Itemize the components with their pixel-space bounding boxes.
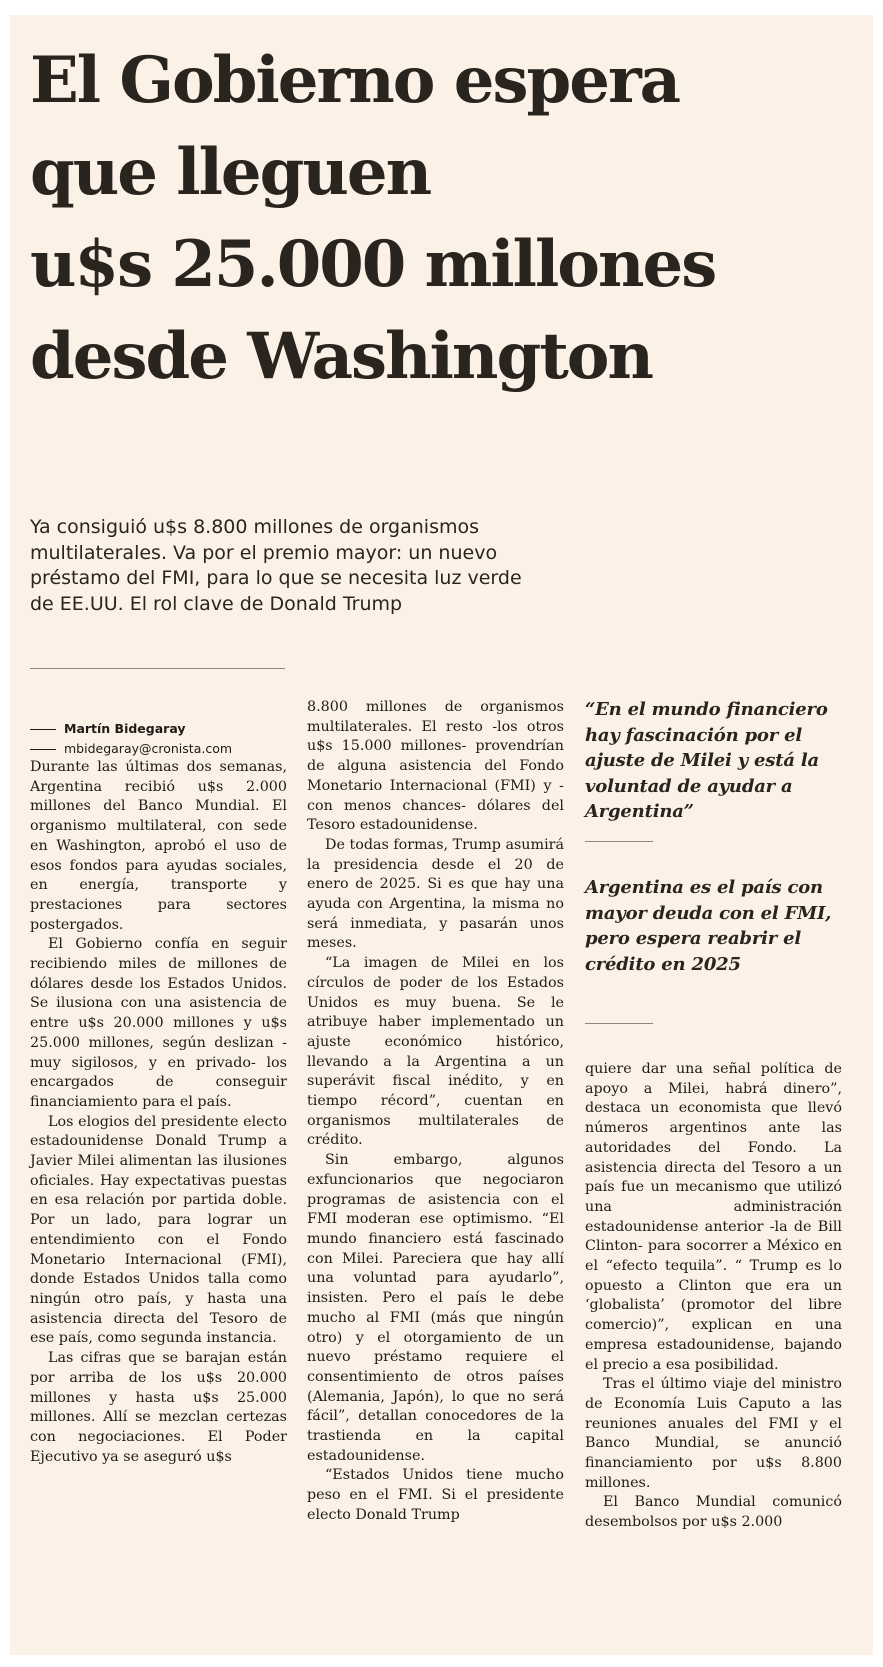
paragraph: Sin embargo, algunos exfuncionarios que negociaron programas de asistencia con el FMI moderan ese optimismo. “El mundo financiero está fascinado con Milei. Pareciera que hay allí una voluntad para ayudarlo”, insisten. Pero el país le debe mucho al FMI (más que ningún otro) y el otorgamiento de un nuevo préstamo requiere el consentimiento de otros países (Alemania, Japón), lo que no será fácil”, detallan conocedores de la trastienda en la capital estadounidense. bbox=[307, 1152, 564, 1464]
pull-quote-divider bbox=[585, 1023, 653, 1024]
paragraph: “La imagen de Milei en los círculos de poder de los Estados Unidos es muy buena. Se le atribuye haber implementado un ajuste económico histórico, llevando a la Argentina a un superávit fiscal inédito, y en tiempo récord”, cuentan en organismos multilaterales de crédito. bbox=[307, 955, 564, 1149]
paragraph: “Estados Unidos tiene mucho peso en el FMI. Si el presidente electo Donald Trump bbox=[307, 1467, 564, 1523]
byline bbox=[30, 719, 285, 759]
paragraph: El Gobierno confía en seguir recibiendo miles de millones de dólares desde los Estados Unidos. Se ilusiona con una asistencia de entre u$s 20.000 millones y u$s 25.000 millones, según deslizan -muy sigilosos, y en privado- los encargados de conseguir financiamiento para el país. bbox=[30, 936, 287, 1110]
paragraph: quiere dar una señal política de apoyo a Milei, habrá dinero”, destaca un economista que llevó números argentinos ante las autoridades del Fondo. La asistencia directa del Tesoro a un país fue un mecanismo que utilizó una administración estadounidense anterior -la de Bill Clinton- para socorrer a México en el “efecto tequila”. “ Trump es lo opuesto a Clinton que era un ‘globalista’ (promotor del libre comercio)”, explican en una empresa estadounidense, bajando el precio a esa posibilidad. bbox=[585, 1061, 842, 1373]
author-name: Martín Bidegaray bbox=[64, 721, 186, 736]
author-email: mbidegaray@cronista.com bbox=[64, 741, 233, 756]
paragraph: 8.800 millones de organismos multilaterales. El resto -los otros u$s 15.000 millones- provendrían de alguna asistencia del Fondo Monetario Internacional (FMI) y -con menos chances- dólares del Tesoro estadounidense. bbox=[307, 699, 564, 834]
byline-dash bbox=[30, 749, 56, 750]
paragraph: De todas formas, Trump asumirá la presidencia desde el 20 de enero de 2025. Si es que hay una ayuda con Argentina, la misma no será inmediata, y pasarán unos meses. bbox=[307, 836, 565, 952]
article-column-3 bbox=[585, 1060, 842, 1533]
paragraph: Tras el último viaje del ministro de Economía Luis Caputo a las reuniones anuales del FMI y el Banco Mundial, se anunció financiamiento por u$s 8.800 millones. bbox=[585, 1376, 842, 1491]
newspaper-page bbox=[10, 15, 873, 1655]
paragraph: Durante las últimas dos semanas, Argentina recibió u$s 2.000 millones del Banco Mundial. El organismo multilateral, con sede en Washington, aprobó el uso de esos fondos para ayudas sociales, en energía, transporte y prestaciones para sectores postergados. bbox=[30, 759, 287, 933]
paragraph: El Banco Mundial comunicó desembolsos por u$s 2.000 bbox=[585, 1494, 842, 1531]
deck-subtitle: Ya consiguió u$s 8.800 millones de organismos multilaterales. Va por el premio mayor: un nuevo préstamo del FMI, para lo que se necesita luz verde de EE.UU. El rol clave de Donald Trump bbox=[30, 516, 522, 615]
byline-dash bbox=[30, 729, 56, 730]
pull-highlight: Argentina es el país con mayor deuda con el FMI, pero espera reabrir el crédito en 2025 bbox=[585, 877, 832, 975]
pull-quote: “En el mundo financiero hay fascinación por el ajuste de Milei y está la voluntad de ayudar a Argentina” bbox=[585, 699, 828, 822]
pull-quote-divider bbox=[585, 841, 653, 842]
headline-line: u$s 25.000 millones bbox=[30, 227, 716, 302]
headline bbox=[30, 35, 850, 403]
deck-divider bbox=[30, 668, 285, 669]
paragraph: Las cifras que se barajan están por arriba de los u$s 20.000 millones y hasta u$s 25.000 millones. Allí se mezclan certezas con negociaciones. El Poder Ejecutivo ya se aseguró u$s bbox=[30, 1350, 287, 1465]
article-column-1 bbox=[30, 758, 287, 1467]
headline-line: que lleguen bbox=[30, 135, 431, 210]
article-column-2 bbox=[307, 698, 564, 1526]
byline-author-row bbox=[30, 719, 285, 739]
paragraph: Los elogios del presidente electo estadounidense Donald Trump a Javier Milei alimentan las ilusiones oficiales. Hay expectativas puestas en esa relación por partida doble. Por un lado, para lograr un entendimiento con el Fondo Monetario Internacional (FMI), donde Estados Unidos talla como ningún otro país, y hasta una asistencia directa del Tesoro de ese país, como segunda instancia. bbox=[30, 1113, 287, 1347]
headline-line: El Gobierno espera bbox=[30, 43, 680, 118]
byline-email-row bbox=[30, 739, 285, 759]
headline-line: desde Washington bbox=[30, 319, 652, 394]
